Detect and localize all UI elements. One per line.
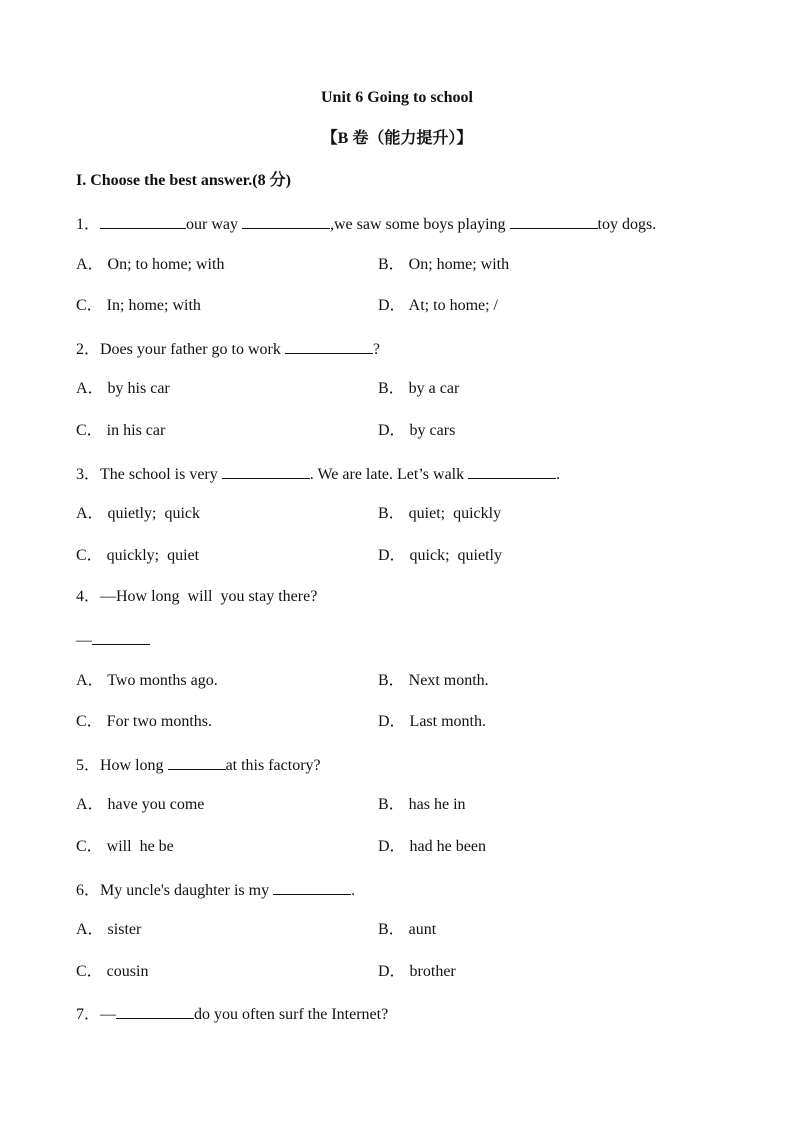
answer-blank[interactable] [285, 338, 373, 354]
answer-blank[interactable] [168, 754, 226, 770]
question-2-options-row-1 [76, 379, 736, 399]
answer-blank[interactable] [100, 213, 186, 229]
option-c[interactable]: C． quickly; quiet [76, 547, 200, 564]
answer-blank[interactable] [468, 463, 556, 479]
question-4-stem: 4．—How long will you stay there? [76, 588, 318, 605]
question-1-options-row-2 [76, 296, 736, 316]
option-b[interactable]: B． by a car [378, 380, 460, 397]
question-6-options-row-2 [76, 962, 736, 982]
option-d[interactable]: D． Last month. [378, 713, 486, 730]
answer-blank[interactable] [510, 213, 598, 229]
page-title: Unit 6 Going to school [320, 89, 473, 106]
option-c[interactable]: C． in his car [76, 422, 166, 439]
question-1-stem: 1． our way ,we saw some boys playing toy dogs. [76, 213, 656, 233]
question-3-stem: 3．The school is very . We are late. Let’s walk . [76, 463, 560, 483]
option-a[interactable]: A． have you come [76, 796, 205, 813]
answer-blank[interactable] [273, 879, 351, 895]
option-d[interactable]: D． by cars [378, 422, 456, 439]
question-4-answer-line: — [76, 629, 150, 649]
question-2-stem: 2．Does your father go to work ? [76, 338, 380, 358]
question-2-options-row-2 [76, 421, 736, 441]
page-subtitle: 【B 卷（能力提升）】 [321, 130, 473, 147]
option-c[interactable]: C． cousin [76, 963, 149, 980]
question-4-options-row-1 [76, 671, 736, 691]
question-6-options-row-1 [76, 920, 736, 940]
option-d[interactable]: D． At; to home; / [378, 297, 499, 314]
option-d[interactable]: D． brother [378, 963, 456, 980]
option-c[interactable]: C． will he be [76, 838, 174, 855]
option-d[interactable]: D． had he been [378, 838, 486, 855]
question-5-options-row-2 [76, 837, 736, 857]
question-4-options-row-2 [76, 712, 736, 732]
option-b[interactable]: B． has he in [378, 796, 466, 813]
answer-blank[interactable] [222, 463, 310, 479]
answer-blank[interactable] [116, 1003, 194, 1019]
question-1-options-row-1 [76, 255, 736, 275]
option-a[interactable]: A． quietly; quick [76, 505, 200, 522]
question-3-options-row-2 [76, 546, 736, 566]
option-a[interactable]: A． On; to home; with [76, 256, 225, 273]
option-b[interactable]: B． quiet; quickly [378, 505, 502, 522]
question-5-stem: 5．How long at this factory? [76, 754, 321, 774]
section-heading: I. Choose the best answer.(8 分) [76, 172, 291, 189]
question-5-options-row-1 [76, 795, 736, 815]
option-b[interactable]: B． Next month. [378, 672, 489, 689]
option-a[interactable]: A． Two months ago. [76, 672, 218, 689]
option-c[interactable]: C． For two months. [76, 713, 213, 730]
option-a[interactable]: A． sister [76, 921, 142, 938]
answer-blank[interactable] [92, 629, 150, 645]
option-d[interactable]: D． quick; quietly [378, 547, 502, 564]
answer-blank[interactable] [242, 213, 330, 229]
option-b[interactable]: B． aunt [378, 921, 437, 938]
option-b[interactable]: B． On; home; with [378, 256, 510, 273]
option-c[interactable]: C． In; home; with [76, 297, 201, 314]
question-6-stem: 6．My uncle's daughter is my . [76, 879, 355, 899]
option-a[interactable]: A． by his car [76, 380, 170, 397]
question-7-stem: 7．— do you often surf the Internet? [76, 1003, 388, 1023]
question-3-options-row-1 [76, 504, 736, 524]
